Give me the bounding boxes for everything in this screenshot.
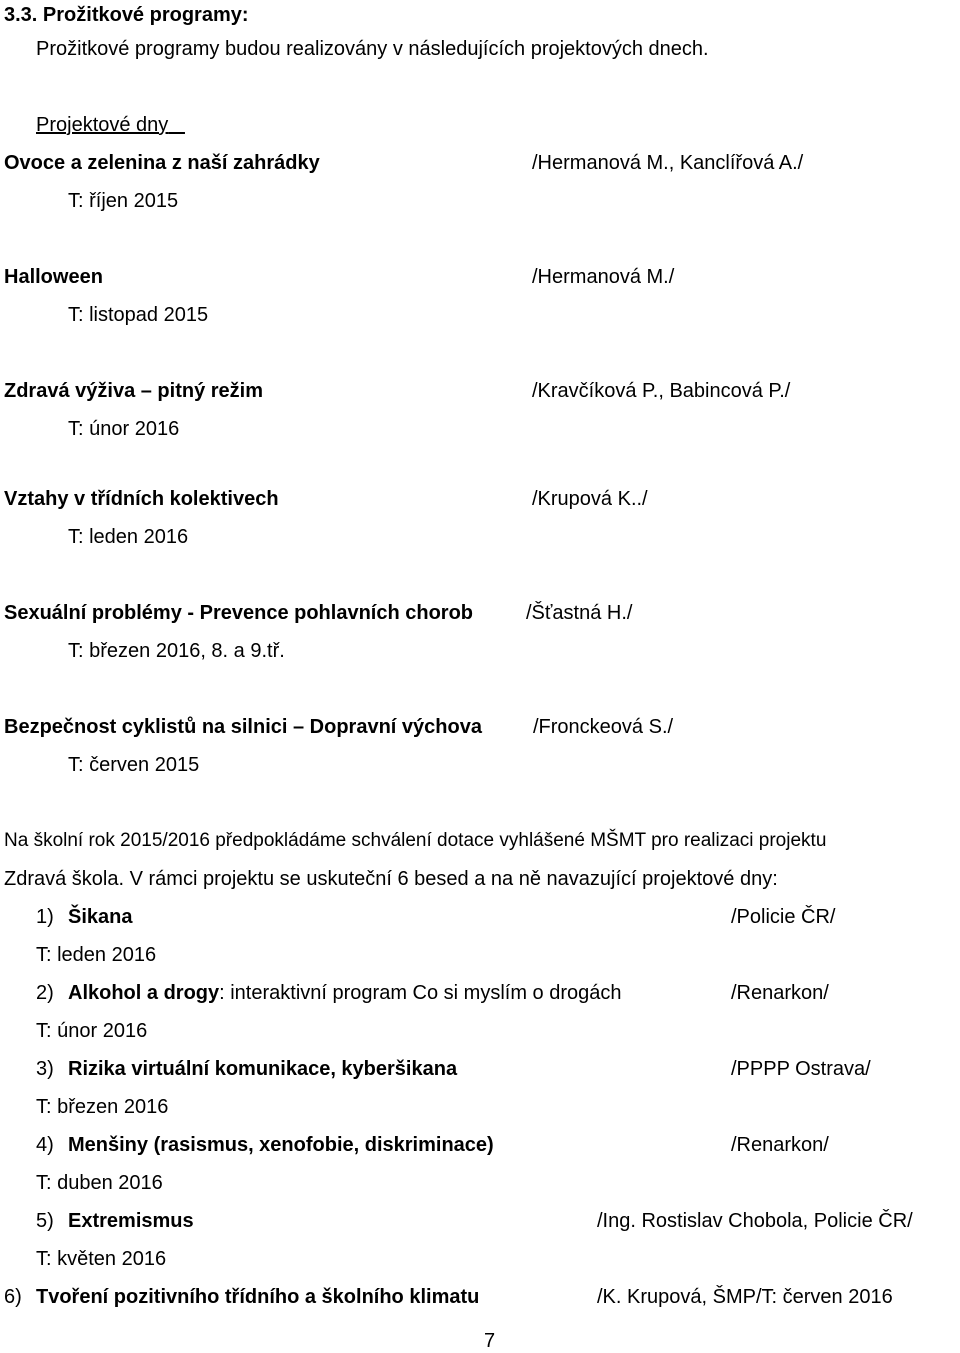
- project-day-term: T: leden 2016: [68, 526, 189, 548]
- talk-number: 5): [36, 1210, 54, 1232]
- section-intro: Prožitkové programy budou realizovány v následujících projektových dnech.: [36, 38, 709, 60]
- project-day-title: Sexuální problémy - Prevence pohlavních chorob: [4, 602, 474, 624]
- talk-title: Šikana: [68, 906, 133, 928]
- project-day-responsible: /Hermanová M./: [532, 266, 675, 288]
- talk-provider: /Policie ČR/: [731, 906, 836, 928]
- talk-number: 1): [36, 906, 54, 928]
- project-day-responsible: /Krupová K../: [532, 488, 648, 510]
- project-day-term: T: březen 2016, 8. a 9.tř.: [68, 640, 285, 662]
- talk-provider: /K. Krupová, ŠMP/T: červen 2016: [597, 1286, 893, 1308]
- talk-number: 4): [36, 1134, 54, 1156]
- page-number: 7: [484, 1330, 496, 1352]
- grant-paragraph-line: Zdravá škola. V rámci projektu se uskuteční 6 besed a na ně navazující projektové dny:: [4, 868, 778, 890]
- talk-number: 3): [36, 1058, 54, 1080]
- section-heading: 3.3. Prožitkové programy:: [4, 4, 249, 26]
- project-day-responsible: /Hermanová M., Kanclířová A./: [532, 152, 804, 174]
- project-day-title: Ovoce a zelenina z naší zahrádky: [4, 152, 320, 174]
- talk-provider: /Ing. Rostislav Chobola, Policie ČR/: [597, 1210, 913, 1232]
- project-day-term: T: červen 2015: [68, 754, 200, 776]
- talk-title: Extremismus: [68, 1210, 194, 1232]
- talk-provider: /Renarkon/: [731, 1134, 829, 1156]
- project-day-responsible: /Kravčíková P., Babincová P./: [532, 380, 791, 402]
- talk-term: T: leden 2016: [36, 944, 157, 966]
- talk-provider: /Renarkon/: [731, 982, 829, 1004]
- project-day-title: Zdravá výživa – pitný režim: [4, 380, 264, 402]
- project-day-title: Vztahy v třídních kolektivech: [4, 488, 279, 510]
- project-days-heading: Projektové dny: [36, 114, 169, 136]
- talk-term: T: únor 2016: [36, 1020, 148, 1042]
- grant-paragraph-line: Na školní rok 2015/2016 předpokládáme schválení dotace vyhlášené MŠMT pro realizaci projektu: [4, 830, 827, 851]
- talk-title: Rizika virtuální komunikace, kyberšikana: [68, 1058, 458, 1080]
- talk-description: : interaktivní program Co si myslím o drogách: [219, 982, 622, 1004]
- project-day-title: Halloween: [4, 266, 103, 288]
- project-day-responsible: /Fronckeová S./: [533, 716, 674, 738]
- talk-term: T: duben 2016: [36, 1172, 163, 1194]
- talk-provider: /PPPP Ostrava/: [731, 1058, 871, 1080]
- talk-title: Alkohol a drogy: [68, 982, 220, 1004]
- project-day-term: T: listopad 2015: [68, 304, 209, 326]
- talk-number: 6): [4, 1286, 22, 1308]
- talk-number: 2): [36, 982, 54, 1004]
- project-day-title: Bezpečnost cyklistů na silnici – Dopravní výchova: [4, 716, 482, 738]
- project-day-responsible: /Šťastná H./: [526, 602, 633, 624]
- talk-term: T: květen 2016: [36, 1248, 167, 1270]
- talk-title: Menšiny (rasismus, xenofobie, diskriminace): [68, 1134, 494, 1156]
- project-day-term: T: únor 2016: [68, 418, 180, 440]
- talk-term: T: březen 2016: [36, 1096, 169, 1118]
- talk-line: [68, 981, 622, 1005]
- talk-title: Tvoření pozitivního třídního a školního klimatu: [36, 1286, 480, 1308]
- project-day-term: T: říjen 2015: [68, 190, 179, 212]
